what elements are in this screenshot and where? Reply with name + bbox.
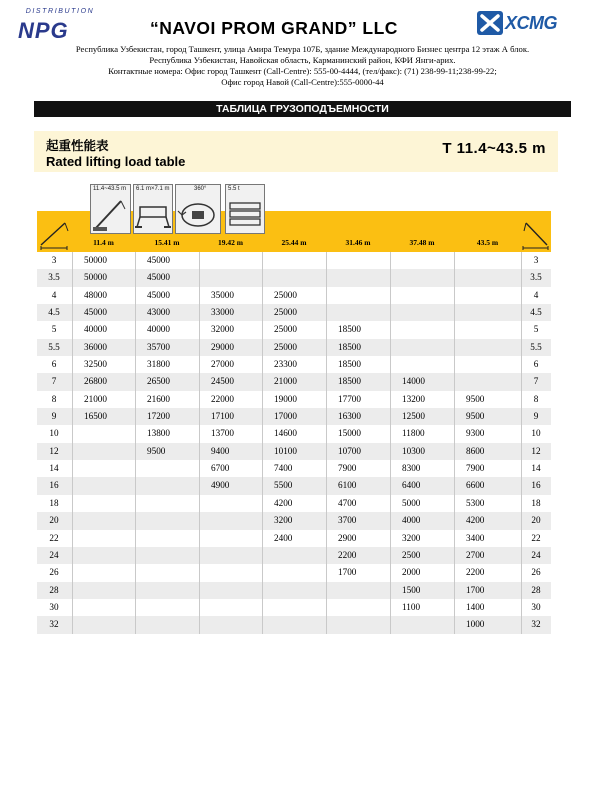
load-cell: 5300: [466, 497, 485, 508]
load-cell: 23300: [274, 359, 297, 370]
load-cell: [72, 599, 135, 616]
load-cell: 13800: [147, 428, 170, 439]
counterweight-label: 5.5 t: [228, 186, 240, 192]
load-cell: 7900: [466, 463, 485, 474]
load-cell: 19000: [274, 393, 297, 404]
load-cell: 8300: [402, 463, 421, 474]
radius-cell: 4.5: [48, 307, 60, 318]
load-cell: 17100: [211, 411, 234, 422]
load-cell: 2700: [466, 549, 485, 560]
load-cell: 2500: [402, 549, 421, 560]
table-row: [37, 408, 551, 425]
load-cell: [390, 304, 454, 321]
load-cell: [199, 530, 262, 547]
load-cell: [72, 512, 135, 529]
load-cell: 31800: [147, 359, 170, 370]
load-cell: 22000: [211, 393, 234, 404]
load-cell: [390, 339, 454, 356]
load-cell: 21600: [147, 393, 170, 404]
column-divider: [454, 252, 455, 634]
load-cell: [262, 547, 326, 564]
load-cell: 27000: [211, 359, 234, 370]
load-cell: 11800: [402, 428, 425, 439]
radius-cell: 8: [533, 393, 539, 404]
radius-cell: 3.5: [530, 272, 542, 283]
column-divider: [390, 252, 391, 634]
xcmg-mark-icon: [477, 11, 503, 35]
radius-cell: 20: [49, 515, 59, 526]
load-cell: [326, 599, 390, 616]
load-cell: [262, 252, 326, 269]
load-cell: [390, 269, 454, 286]
load-cell: [135, 477, 199, 494]
load-cell: [390, 616, 454, 633]
load-cell: [326, 582, 390, 599]
radius-cell: 16: [531, 480, 541, 491]
radius-cell: 10: [531, 428, 541, 439]
load-cell: 32000: [211, 324, 234, 335]
load-cell: [454, 373, 521, 390]
table-row: [37, 425, 551, 442]
load-cell: [262, 599, 326, 616]
load-table: [37, 184, 551, 634]
load-cell: 35700: [147, 341, 170, 352]
load-cell: [326, 287, 390, 304]
load-cell: [135, 495, 199, 512]
radius-cell: 24: [49, 549, 59, 560]
load-cell: 4700: [338, 497, 357, 508]
table-row: [37, 616, 551, 633]
outrigger-span-label: 6.1 m×7.1 m: [136, 186, 170, 192]
company-title: “NAVOI PROM GRAND” LLC: [150, 18, 398, 38]
load-cell: 1100: [402, 601, 421, 612]
column-divider: [135, 252, 136, 634]
radius-cell: 12: [531, 445, 541, 456]
boom-length-icon: [90, 184, 131, 234]
radius-cell: 6: [533, 359, 539, 370]
load-cell: 17700: [338, 393, 361, 404]
table-row: [37, 391, 551, 408]
load-cell: 21000: [274, 376, 297, 387]
load-cell: 10300: [402, 445, 425, 456]
load-cell: [454, 287, 521, 304]
table-row: [37, 443, 551, 460]
load-cell: [72, 477, 135, 494]
radius-cell: 16: [49, 480, 59, 491]
table-row: [37, 495, 551, 512]
load-cell: [135, 616, 199, 633]
load-cell: 13200: [402, 393, 425, 404]
load-cell: [326, 304, 390, 321]
load-cell: 29000: [211, 341, 234, 352]
counterweight-icon: [225, 184, 265, 234]
load-cell: 2200: [338, 549, 357, 560]
load-cell: 3200: [402, 532, 421, 543]
radius-cell: 30: [49, 601, 59, 612]
radius-cell: 4: [51, 289, 57, 300]
load-cell: [199, 582, 262, 599]
radius-cell: 9: [51, 411, 57, 422]
load-cell: 16500: [84, 411, 107, 422]
table-title-cn: 起重性能表: [46, 138, 109, 153]
radius-cell: 3: [51, 255, 57, 265]
radius-cell: 9: [533, 411, 539, 422]
column-header: 25.44 m: [281, 238, 307, 247]
column-header: 11.4 m: [93, 238, 114, 247]
radius-cell: 26: [531, 567, 541, 578]
load-cell: 25000: [274, 324, 297, 335]
load-cell: 40000: [147, 324, 170, 335]
logo-text: NPG: [18, 18, 69, 43]
load-cell: 3400: [466, 532, 485, 543]
load-cell: 26500: [147, 376, 170, 387]
load-cell: 36000: [84, 341, 107, 352]
load-cell: 5500: [274, 480, 293, 491]
load-cell: 7400: [274, 463, 293, 474]
table-row: [37, 582, 551, 599]
load-cell: [199, 616, 262, 633]
radius-cell: 30: [531, 601, 541, 612]
load-cell: [262, 616, 326, 633]
load-cell: 6700: [211, 463, 230, 474]
load-cell: 9500: [147, 445, 166, 456]
radius-cell: 18: [49, 497, 59, 508]
section-title: ТАБЛИЦА ГРУЗОПОДЪЕМНОСТИ: [34, 101, 571, 117]
radius-cell: 26: [49, 567, 59, 578]
table-title-band: [34, 131, 558, 172]
load-cell: 12500: [402, 411, 425, 422]
load-cell: 21000: [84, 393, 107, 404]
load-cell: [454, 356, 521, 373]
radius-cell: 28: [49, 584, 59, 595]
load-cell: 10700: [338, 445, 361, 456]
outrigger-span-icon: [133, 184, 173, 234]
table-row: [37, 373, 551, 390]
column-divider: [262, 252, 263, 634]
load-cell: 6400: [402, 480, 421, 491]
address-line-1: Республика Узбекистан, город Ташкент, улица Амира Темура 107Б, здание Международного Бизнес центра 12 этаж А блок.: [75, 44, 530, 54]
load-cell: 26800: [84, 376, 107, 387]
load-cell: 24500: [211, 376, 234, 387]
load-cell: 48000: [84, 289, 107, 300]
load-cell: 45000: [147, 255, 170, 265]
column-header: 15.41 m: [154, 238, 180, 247]
load-cell: [72, 530, 135, 547]
load-cell: 15000: [338, 428, 361, 439]
load-cell: 4900: [211, 480, 230, 491]
radius-cell: 24: [531, 549, 541, 560]
load-cell: [326, 616, 390, 633]
load-cell: [390, 321, 454, 338]
radius-cell: 18: [531, 497, 541, 508]
table-icon-row: [37, 184, 551, 252]
load-cell: 2400: [274, 532, 293, 543]
load-cell: [72, 547, 135, 564]
column-divider: [199, 252, 200, 634]
load-cell: [199, 564, 262, 581]
column-divider: [521, 252, 522, 634]
table-row: [37, 287, 551, 304]
brand-name: XCMG: [505, 12, 557, 33]
boom-range: T 11.4~43.5 m: [442, 140, 546, 157]
table-row: [37, 547, 551, 564]
radius-cell: 20: [531, 515, 541, 526]
load-cell: 17000: [274, 411, 297, 422]
radius-cell: 14: [49, 463, 59, 474]
load-cell: 14000: [402, 376, 425, 387]
load-cell: [72, 495, 135, 512]
npg-logo: [14, 8, 106, 44]
column-header: 43.5 m: [476, 238, 499, 247]
load-cell: [135, 460, 199, 477]
table-row: [37, 356, 551, 373]
table-row: [37, 321, 551, 338]
load-cell: 4200: [466, 515, 485, 526]
load-cell: [199, 252, 262, 269]
load-cell: 2200: [466, 567, 485, 578]
table-body: [37, 252, 551, 634]
load-cell: [199, 512, 262, 529]
load-cell: [454, 304, 521, 321]
load-cell: [72, 582, 135, 599]
radius-cell: 22: [49, 532, 59, 543]
slew-angle-icon: [175, 184, 221, 234]
load-cell: [72, 425, 135, 442]
load-cell: 33000: [211, 307, 234, 318]
radius-cell: 5: [51, 324, 57, 335]
column-divider: [326, 252, 327, 634]
load-cell: [262, 582, 326, 599]
radius-cell: 32: [49, 619, 59, 630]
load-cell: 18500: [338, 376, 361, 387]
load-cell: [390, 252, 454, 269]
load-cell: [326, 269, 390, 286]
table-row: [37, 512, 551, 529]
address-line-2: Республика Узбекистан, Навойская область, Карманинский район, КФИ Янги-арих.: [149, 55, 456, 65]
load-cell: 3200: [274, 515, 293, 526]
load-cell: [199, 269, 262, 286]
load-cell: [390, 356, 454, 373]
load-cell: 18500: [338, 341, 361, 352]
column-header: 19.42 m: [218, 238, 243, 247]
table-row: [37, 304, 551, 321]
load-cell: 4200: [274, 497, 293, 508]
load-cell: [135, 599, 199, 616]
load-cell: [135, 530, 199, 547]
contacts-line: Контактные номера: Офис город Ташкент (Call-Centre): 555-00-4444, (тел/факс): (71) 238-99-11;238-99-22;: [108, 66, 497, 76]
load-cell: 25000: [274, 289, 297, 300]
load-cell: 9500: [466, 411, 485, 422]
load-cell: 45000: [84, 307, 107, 318]
load-cell: 5000: [402, 497, 421, 508]
load-cell: 17200: [147, 411, 170, 422]
logo-tagline: DISTRIBUTION: [25, 8, 95, 15]
load-cell: [72, 460, 135, 477]
load-cell: 9400: [211, 445, 230, 456]
column-divider: [72, 252, 73, 634]
radius-cell: 5: [533, 324, 539, 335]
load-cell: [72, 616, 135, 633]
load-cell: [262, 564, 326, 581]
column-header: 37.48 m: [409, 238, 435, 247]
load-cell: [454, 339, 521, 356]
load-cell: 1500: [402, 584, 421, 595]
load-cell: 18500: [338, 359, 361, 370]
load-cell: 6600: [466, 480, 485, 491]
radius-cell: 28: [531, 584, 541, 595]
load-cell: [326, 252, 390, 269]
load-cell: 9500: [466, 393, 485, 404]
load-cell: [199, 495, 262, 512]
radius-cell: 5.5: [530, 341, 542, 352]
radius-cell: 4.5: [530, 307, 542, 318]
column-header: 31.46 m: [345, 238, 371, 247]
radius-cell: 6: [51, 359, 57, 370]
radius-cell: 4: [533, 289, 539, 300]
radius-cell: 14: [531, 463, 541, 474]
load-cell: 1400: [466, 601, 485, 612]
load-cell: 45000: [147, 272, 170, 283]
column-header-row: [37, 233, 551, 252]
load-cell: 9300: [466, 428, 485, 439]
load-cell: 50000: [84, 255, 107, 265]
load-cell: [135, 582, 199, 599]
load-cell: 1000: [466, 619, 485, 630]
radius-cell: 3: [533, 255, 539, 265]
load-cell: 16300: [338, 411, 361, 422]
load-cell: 1700: [338, 567, 357, 578]
table-row: [37, 564, 551, 581]
radius-cell: 5.5: [48, 341, 60, 352]
load-cell: [135, 512, 199, 529]
load-cell: [199, 599, 262, 616]
load-cell: 2900: [338, 532, 357, 543]
table-row: [37, 599, 551, 616]
slew-angle-label: 360°: [194, 186, 207, 192]
load-cell: [454, 321, 521, 338]
load-cell: 10100: [274, 445, 297, 456]
load-cell: 13700: [211, 428, 234, 439]
table-row: [37, 477, 551, 494]
table-row: [37, 339, 551, 356]
load-cell: 25000: [274, 307, 297, 318]
load-cell: 35000: [211, 289, 234, 300]
load-cell: 43000: [147, 307, 170, 318]
boom-length-label: 11.4~43.5 m: [93, 186, 127, 192]
load-cell: [199, 547, 262, 564]
load-cell: 40000: [84, 324, 107, 335]
load-cell: 6100: [338, 480, 357, 491]
load-cell: 4000: [402, 515, 421, 526]
table-title-en: Rated lifting load table: [46, 154, 186, 169]
load-cell: [135, 547, 199, 564]
radius-cell: 7: [51, 376, 57, 387]
load-cell: [72, 564, 135, 581]
load-cell: 8600: [466, 445, 485, 456]
load-cell: [454, 269, 521, 286]
load-cell: 25000: [274, 341, 297, 352]
radius-cell: 12: [49, 445, 59, 456]
radius-cell: 8: [51, 393, 57, 404]
table-row: [37, 269, 551, 286]
load-cell: [72, 443, 135, 460]
radius-cell: 7: [533, 376, 539, 387]
table-row: [37, 460, 551, 477]
radius-cell: 3.5: [48, 272, 60, 283]
radius-cell: 22: [531, 532, 541, 543]
load-cell: 32500: [84, 359, 107, 370]
load-cell: 50000: [84, 272, 107, 283]
load-cell: 3700: [338, 515, 357, 526]
contacts-line-2: Офис город Навой (Call-Centre):555-0000-44: [221, 77, 384, 87]
table-row: [37, 530, 551, 547]
load-cell: 1700: [466, 584, 485, 595]
table-row: [37, 252, 551, 269]
load-cell: 18500: [338, 324, 361, 335]
load-cell: [262, 269, 326, 286]
load-cell: 2000: [402, 567, 421, 578]
load-cell: 7900: [338, 463, 357, 474]
radius-cell: 32: [531, 619, 541, 630]
load-cell: [135, 564, 199, 581]
load-cell: 45000: [147, 289, 170, 300]
load-cell: 14600: [274, 428, 297, 439]
load-cell: [390, 287, 454, 304]
radius-cell: 10: [49, 428, 59, 439]
load-cell: [454, 252, 521, 269]
xcmg-logo: [477, 10, 557, 36]
